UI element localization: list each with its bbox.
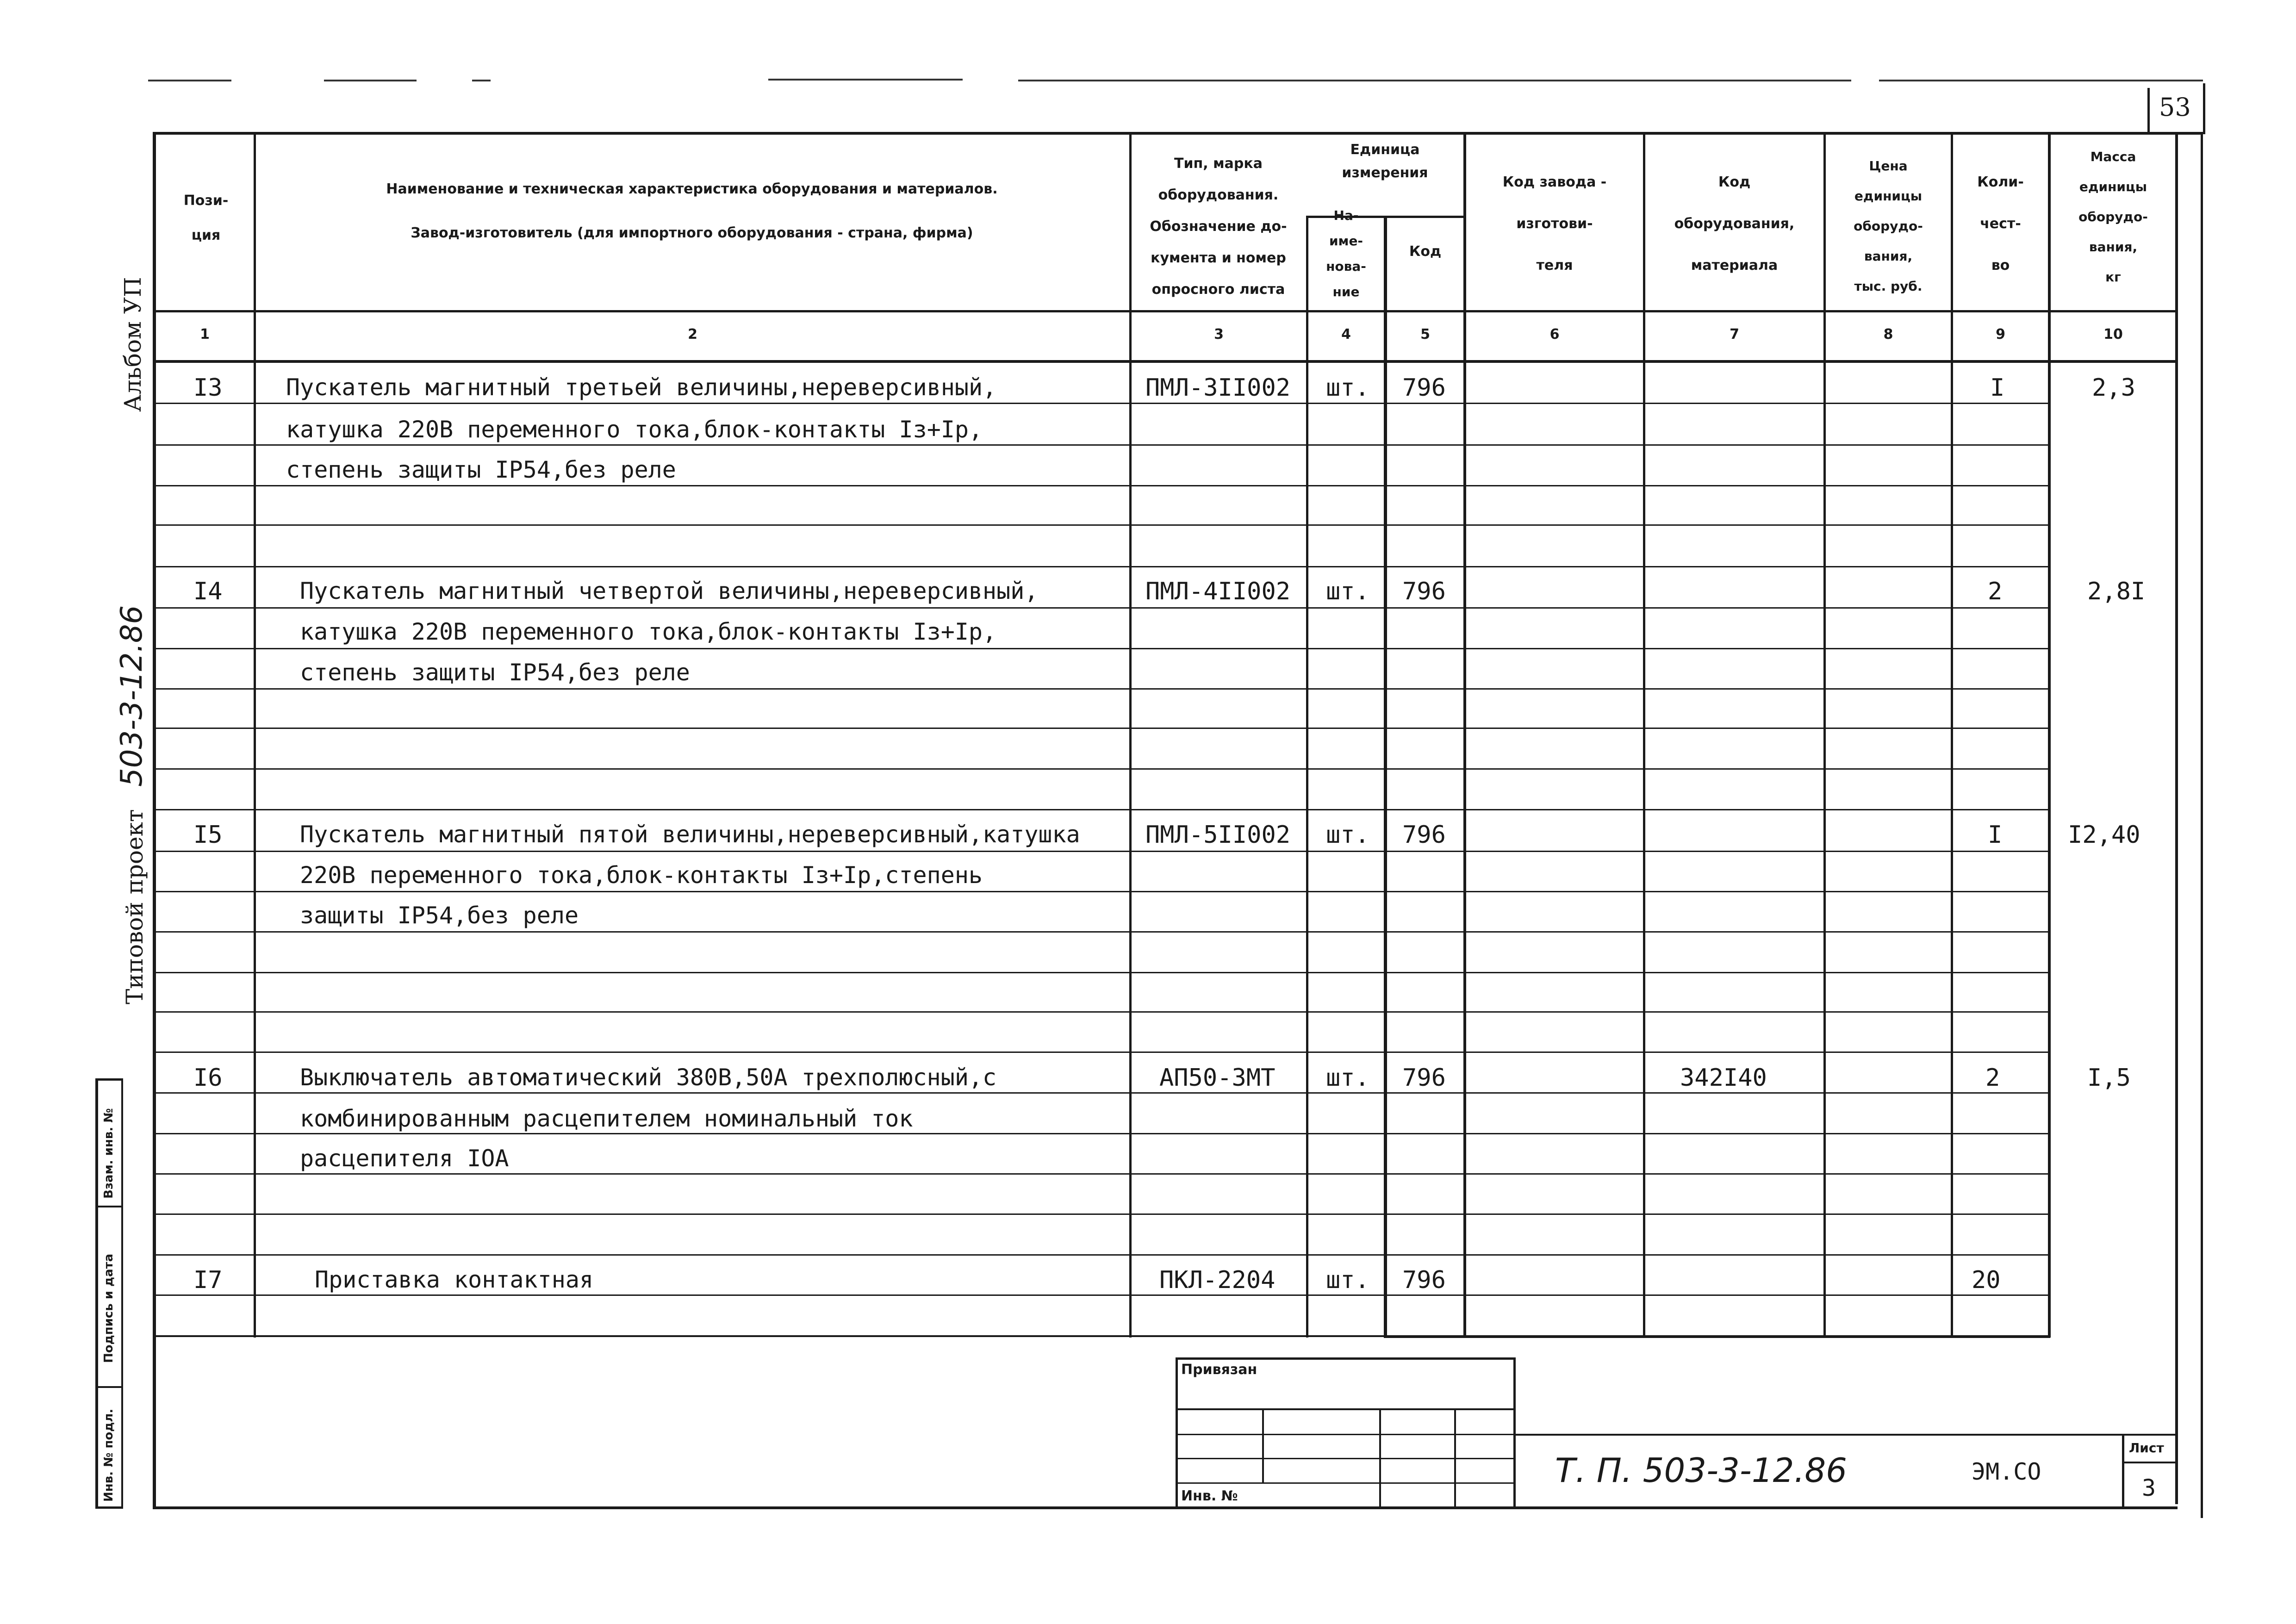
top-dash [768, 79, 963, 81]
row-qty: 2 [1985, 1064, 2000, 1092]
row-type: ПМЛ-4II002 [1145, 578, 1291, 605]
row-description-line: расцепителя IOА [300, 1145, 509, 1172]
page-number-box-border [2203, 83, 2205, 134]
row-line [153, 891, 2050, 892]
row-line [153, 648, 2050, 649]
row-unit-code: 796 [1402, 1064, 1446, 1092]
sheet-number: 3 [2142, 1475, 2156, 1501]
row-line [153, 566, 2050, 567]
row-line [153, 688, 2050, 690]
header-col5: Код [1409, 243, 1442, 260]
row-qty: I [1988, 821, 2003, 849]
row-description-line: Приставка контактная [315, 1266, 594, 1293]
col-divider [1463, 134, 1466, 1338]
top-dash [148, 80, 231, 81]
top-dash [1879, 80, 2203, 81]
row-line [153, 1213, 2050, 1215]
table-bottom-thick [1384, 1335, 2050, 1338]
row-qty: 20 [1972, 1266, 2001, 1294]
row-qty: 2 [1988, 578, 2003, 605]
sheet-mark: ЭМ.СО [1972, 1458, 2041, 1485]
document-code: Т. П. 503-3-12.86 [1555, 1451, 1847, 1490]
row-description-line: Пускатель магнитный пятой величины,нереверсивный,катушка [300, 821, 1080, 848]
top-dash [324, 80, 417, 81]
row-line [153, 607, 2050, 609]
col-divider [1129, 134, 1132, 1338]
side-label-album: Альбом УП [119, 277, 146, 412]
stamp-strip-border [95, 1386, 123, 1388]
row-equipment-code: 342I40 [1680, 1064, 1767, 1092]
stamp-strip-border [95, 1506, 123, 1509]
col-divider [1306, 218, 1308, 1338]
row-description-line: 220В переменного тока,блок-контакты Iз+Iр,степень [300, 862, 983, 889]
row-unit: шт. [1326, 1266, 1369, 1294]
row-unit: шт. [1326, 821, 1369, 849]
row-type: ПМЛ-3II002 [1145, 374, 1291, 402]
row-line [153, 1173, 2050, 1175]
row-position: I4 [193, 578, 223, 605]
stamp-strip-border [95, 1078, 123, 1081]
row-mass: 2,8I [2087, 578, 2146, 605]
stamp-label-sign-date: Подпись и дата [102, 1253, 116, 1363]
row-line [153, 1092, 2050, 1094]
col-divider [1823, 134, 1826, 1338]
side-label-project-code: 503-3-12.86 [115, 605, 149, 787]
row-line [153, 1335, 1388, 1337]
top-dash [1018, 80, 1851, 81]
stamp-strip-border [121, 1078, 123, 1509]
row-line [153, 768, 2050, 770]
frame-right-outer [2201, 134, 2203, 1518]
row-description-line: защиты IP54,без реле [300, 902, 579, 929]
col-divider [1951, 134, 1953, 1338]
column-numbers-divider [153, 360, 2178, 363]
row-unit-code: 796 [1402, 821, 1446, 849]
row-line [153, 485, 2050, 486]
frame-bottom [153, 1506, 2178, 1509]
row-mass: 2,3 [2092, 374, 2135, 402]
row-mass: I,5 [2087, 1064, 2131, 1092]
row-type: АП50-3МТ [1159, 1064, 1276, 1092]
frame-top [153, 132, 2203, 135]
col-divider [254, 134, 256, 1338]
row-line [153, 403, 2050, 404]
row-line [153, 1294, 2050, 1296]
row-description-line: степень защиты IP54,без реле [300, 659, 690, 686]
stamp-strip-border [95, 1078, 98, 1509]
row-line [153, 809, 2050, 810]
inventory-number-label: Инв. № [1181, 1488, 1238, 1504]
col-divider [1384, 218, 1387, 1338]
row-unit: шт. [1326, 374, 1369, 402]
row-line [153, 444, 2050, 446]
stamp-label-inv-no: Взам. инв. № [102, 1108, 116, 1199]
row-line [153, 524, 2050, 526]
row-line [153, 851, 2050, 852]
row-line [153, 1254, 2050, 1256]
row-description-line: степень защиты IP54,без реле [286, 456, 676, 483]
row-position: I5 [193, 821, 223, 849]
row-position: I3 [193, 374, 223, 402]
page-number-box-border [2147, 88, 2150, 134]
sheet-label: Лист [2129, 1440, 2164, 1456]
row-description-line: катушка 220В переменного тока,блок-контакты Iз+Iр, [286, 416, 983, 443]
stamp-label-inv-no-orig: Инв. № подл. [102, 1408, 116, 1502]
col-divider [2048, 134, 2051, 1338]
row-unit-code: 796 [1402, 1266, 1446, 1294]
row-unit-code: 796 [1402, 374, 1446, 402]
row-type: ПКЛ-2204 [1159, 1266, 1276, 1294]
row-unit: шт. [1326, 1064, 1369, 1092]
page-number: 53 [2159, 93, 2191, 122]
row-unit-code: 796 [1402, 578, 1446, 605]
row-unit: шт. [1326, 578, 1369, 605]
row-type: ПМЛ-5II002 [1145, 821, 1291, 849]
row-description-line: Пускатель магнитный третьей величины,нереверсивный, [286, 374, 997, 401]
row-line [153, 931, 2050, 933]
row-line [153, 1133, 2050, 1134]
row-line [153, 1052, 2050, 1053]
row-line [153, 1011, 2050, 1013]
row-description-line: Пускатель магнитный четвертой величины,нереверсивный, [300, 578, 1039, 604]
stamp-strip-border [95, 1206, 123, 1207]
row-line [153, 728, 2050, 729]
row-description-line: комбинированным расцепителем номинальный ток [300, 1105, 913, 1132]
row-mass: I2,40 [2068, 821, 2140, 849]
margin-mark [2201, 1458, 2203, 1518]
side-label-typical-project: Типовой проект [121, 809, 148, 1004]
attached-label: Привязан [1181, 1362, 1257, 1378]
row-description-line: катушка 220В переменного тока,блок-контакты Iз+Iр, [300, 618, 997, 645]
header-divider [153, 310, 2178, 312]
col-divider [1643, 134, 1645, 1338]
row-qty: I [1990, 374, 2005, 402]
row-line [153, 972, 2050, 973]
row-position: I6 [193, 1064, 223, 1092]
row-position: I7 [193, 1266, 223, 1294]
row-description-line: Выключатель автоматический 380В,50А трехполюсный,с [300, 1064, 997, 1091]
top-dash [472, 80, 491, 81]
frame-left [153, 134, 156, 1509]
